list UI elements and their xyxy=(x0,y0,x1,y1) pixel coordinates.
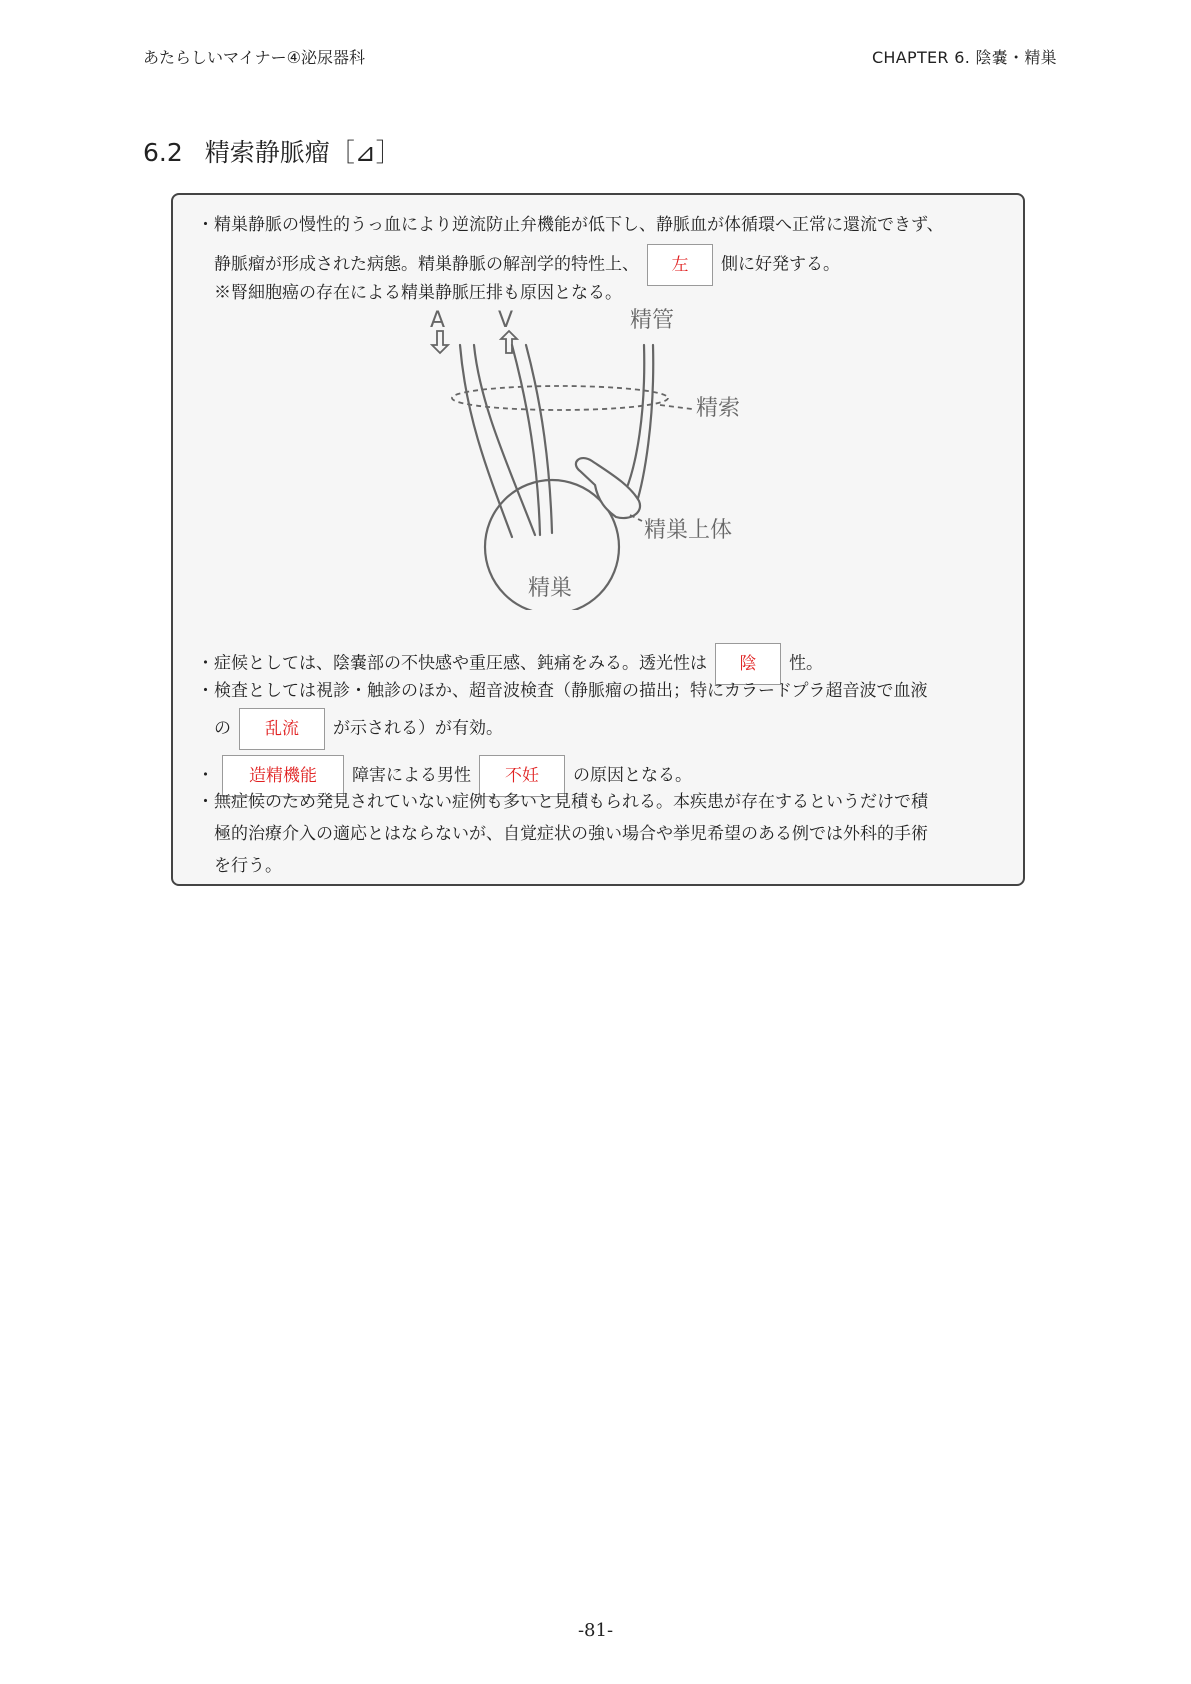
text-segment: 側に好発する。 xyxy=(721,254,840,275)
paragraph-definition-line-1: ・精巣静脈の慢性的うっ血により逆流防止弁機能が低下し、静脈血が体循環へ正常に還流できず、 xyxy=(197,215,944,235)
leader-cord xyxy=(660,405,692,409)
label-spermatic-cord: 精索 xyxy=(696,396,741,421)
page-number: -81- xyxy=(577,1620,614,1641)
paragraph-exam-line-2 xyxy=(214,708,503,750)
text-segment: 障害による男性 xyxy=(352,765,471,786)
section-number: 6.2 xyxy=(143,138,183,167)
paragraph-exam-line-1: ・検査としては視診・触診のほか、超音波検査（静脈瘤の描出；特にカラードプラ超音波で血液 xyxy=(197,681,928,701)
answer-blank-spermatogenesis[interactable]: 造精機能 xyxy=(222,755,344,797)
artery-down-arrow xyxy=(432,331,448,353)
anatomy-diagram xyxy=(430,305,770,610)
label-vein: V xyxy=(498,308,514,333)
section-heading xyxy=(143,133,401,169)
running-header-book-title: あたらしいマイナー④泌尿器科 xyxy=(143,48,366,67)
text-segment: ・ xyxy=(197,765,214,786)
vein-up-arrow xyxy=(501,331,517,353)
vein-line-outer xyxy=(512,345,540,535)
paragraph-treatment-line-2: 極的治療介入の適応とはならないが、自覚症状の強い場合や挙児希望のある例では外科的手術 xyxy=(214,824,928,844)
label-vas-deferens: 精管 xyxy=(630,308,675,333)
running-header-chapter: CHAPTER 6. 陰嚢・精巣 xyxy=(871,48,1057,67)
artery-line-outer xyxy=(460,345,512,537)
text-segment: 性。 xyxy=(789,653,823,674)
artery-line-inner xyxy=(474,345,535,535)
label-epididymis: 精巣上体 xyxy=(644,518,733,543)
answer-blank-infertility[interactable]: 不妊 xyxy=(479,755,565,797)
label-testis: 精巣 xyxy=(528,576,573,601)
paragraph-definition-note: ※腎細胞癌の存在による精巣静脈圧排も原因となる。 xyxy=(214,283,622,303)
paragraph-treatment-line-3: を行う。 xyxy=(214,856,282,876)
text-segment: 静脈瘤が形成された病態。精巣静脈の解剖学的特性上、 xyxy=(214,254,639,275)
text-segment: の原因となる。 xyxy=(573,765,692,786)
text-segment: が示される）が有効。 xyxy=(333,718,503,739)
section-title: 精索静脈瘤［⊿］ xyxy=(204,138,401,167)
leader-epididymis xyxy=(630,515,642,521)
answer-blank-transillumination[interactable]: 陰 xyxy=(715,643,781,685)
answer-blank-left[interactable]: 左 xyxy=(647,244,713,286)
label-artery: A xyxy=(430,308,446,333)
answer-blank-turbulence[interactable]: 乱流 xyxy=(239,708,325,750)
text-segment: の xyxy=(214,718,231,739)
vas-line-outer xyxy=(626,345,644,490)
text-segment: ・症候としては、陰嚢部の不快感や重圧感、鈍痛をみる。透光性は xyxy=(197,653,707,674)
paragraph-treatment-line-1: ・無症候のため発見されていない症例も多いと見積もられる。本疾患が存在するというだけで積 xyxy=(197,792,928,812)
